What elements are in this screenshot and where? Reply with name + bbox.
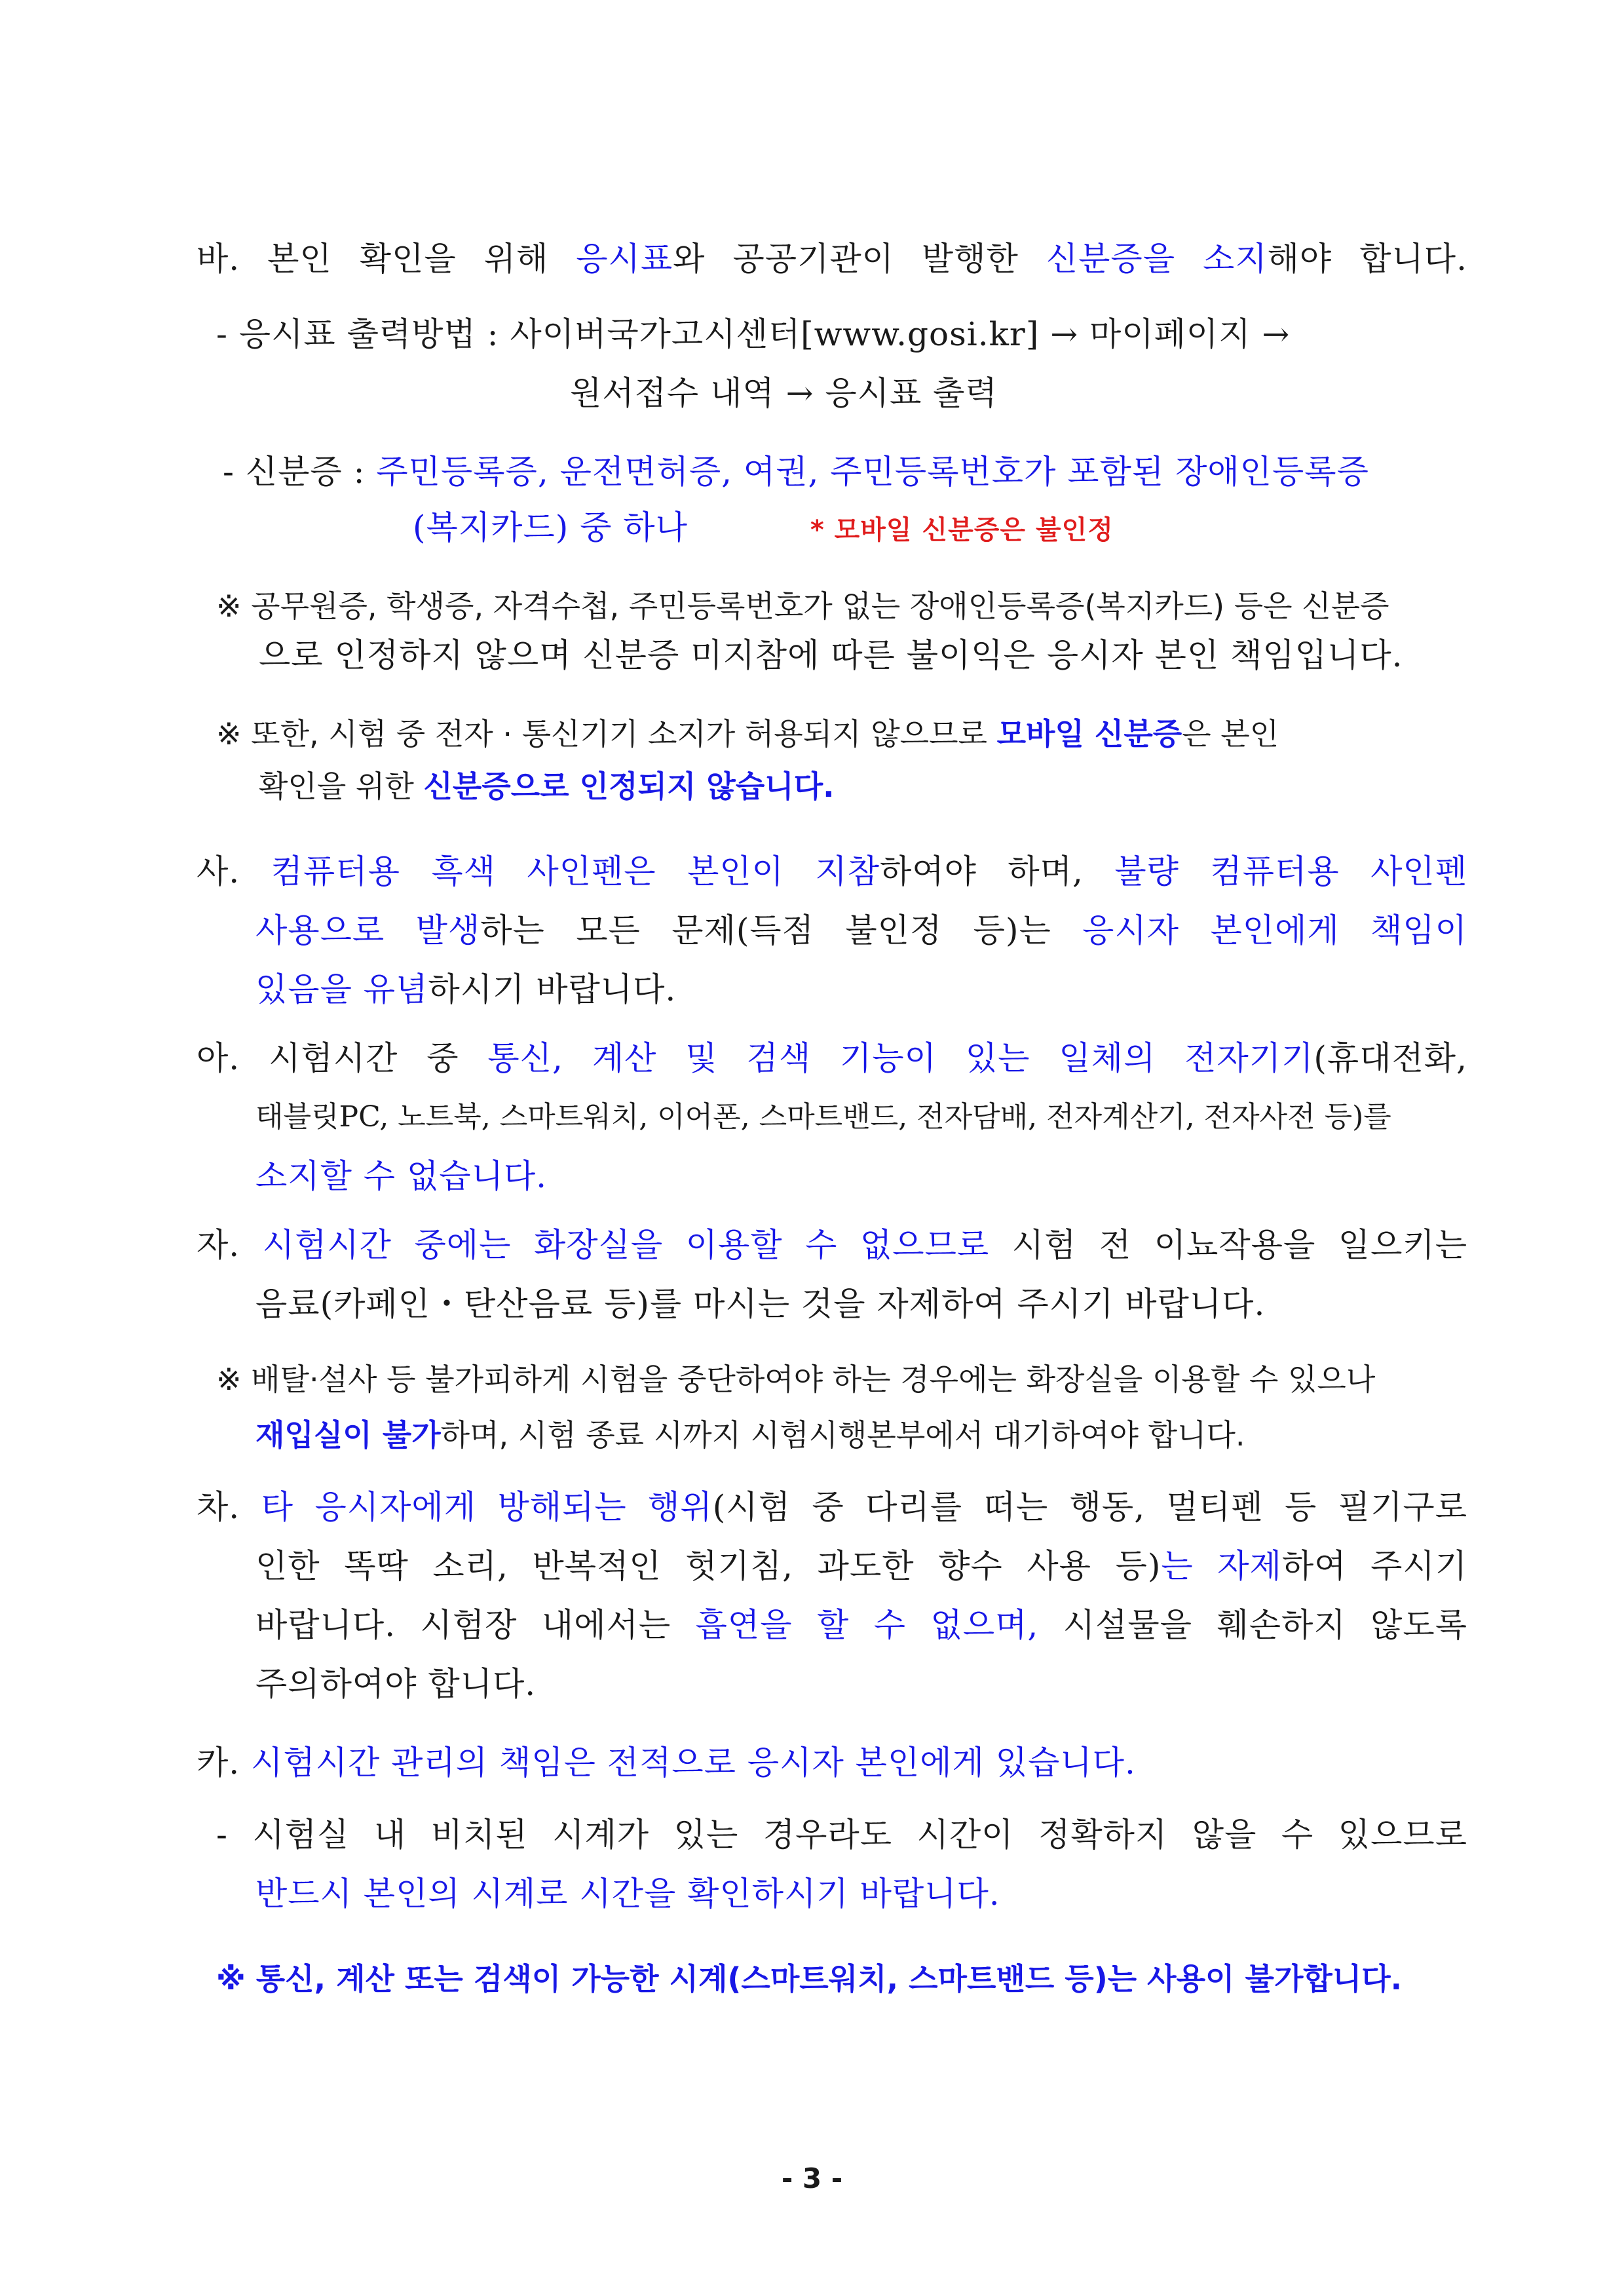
ba-note-1-line-1: ※ 공무원증, 학생증, 자격수첩, 주민등록번호가 없는 장애인등록증(복지카드) 등은 신분증 [216,588,1389,624]
section-a-line-3: 소지할 수 없습니다. [255,1157,548,1195]
ba-note-2-line-2: 확인을 위한 신분증으로 인정되지 않습니다. [259,769,835,804]
section-cha-line-3: 바랍니다. 시험장 내에서는 흡연을 할 수 없으며, 시설물을 훼손하지 않도록 [255,1606,1467,1644]
page-number: - 3 - [781,2162,843,2194]
section-a-line-1: 아. 시험시간 중 통신, 계산 및 검색 기능이 있는 일체의 전자기기(휴대전화, [197,1039,1467,1077]
ka-sub-line-2: 반드시 본인의 시계로 시간을 확인하시기 바랍니다. [255,1875,1000,1913]
section-ka-line-1: 카. 시험시간 관리의 책임은 전적으로 응시자 본인에게 있습니다. [197,1744,1136,1782]
section-cha-line-1: 차. 타 응시자에게 방해되는 행위(시험 중 다리를 떠는 행동, 멀티펜 등 필기구로 [197,1488,1467,1526]
ba-note-2-line-1: ※ 또한, 시험 중 전자 · 통신기기 소지가 허용되지 않으므로 모바일 신분증은 본인 [216,716,1279,752]
section-ja-line-2: 음료(카페인・탄산음료 등)를 마시는 것을 자제하여 주시기 바랍니다. [255,1285,1266,1323]
section-a-line-2: 태블릿PC, 노트북, 스마트워치, 이어폰, 스마트밴드, 전자담배, 전자계산기, 전자사전 등)를 [255,1100,1391,1134]
ja-note-line-2: 재입실이 불가하며, 시험 종료 시까지 시험시행본부에서 대기하여야 합니다. [255,1417,1245,1453]
mobile-id-not-accepted: * 모바일 신분증은 불인정 [810,515,1114,545]
section-cha-line-2: 인한 똑딱 소리, 반복적인 헛기침, 과도한 향수 사용 등)는 자제하여 주시기 [255,1547,1467,1585]
ka-note-smartwatch: ※ 통신, 계산 또는 검색이 가능한 시계(스마트워치, 스마트밴드 등)는 사용이 불가합니다. [216,1961,1403,1997]
id-card-types-2: (복지카드) 중 하나 * 모바일 신분증은 불인정 [413,508,1114,546]
section-cha-line-4: 주의하여야 합니다. [255,1665,537,1703]
ba-note-1-line-2: 으로 인정하지 않으며 신분증 미지참에 따른 불이익은 응시자 본인 책임입니다. [259,636,1403,674]
ka-sub-line-1: - 시험실 내 비치된 시계가 있는 경우라도 시간이 정확하지 않을 수 있으므로 [216,1816,1467,1854]
section-ja-line-1: 자. 시험시간 중에는 화장실을 이용할 수 없으므로 시험 전 이뇨작용을 일으키는 [197,1226,1467,1264]
section-sa-line-3: 있음을 유념하시기 바랍니다. [255,970,677,1008]
section-sa-line-2: 사용으로 발생하는 모든 문제(득점 불인정 등)는 응시자 본인에게 책임이 [255,911,1467,949]
ticket-print-method-2: 원서접수 내역 → 응시표 출력 [570,374,998,412]
section-ba-line-1: 바. 본인 확인을 위해 응시표와 공공기관이 발행한 신분증을 소지해야 합니다. [197,240,1468,278]
section-sa-line-1: 사. 컴퓨터용 흑색 사인펜은 본인이 지참하여야 하며, 불량 컴퓨터용 사인펜 [197,852,1467,890]
ja-note-line-1: ※ 배탈·설사 등 불가피하게 시험을 중단하여야 하는 경우에는 화장실을 이용할 수 있으나 [216,1362,1376,1397]
id-card-types-1: - 신분증 : 주민등록증, 운전면허증, 여권, 주민등록번호가 포함된 장애인등록증 [223,453,1369,491]
ticket-print-method-1: - 응시표 출력방법 : 사이버국가고시센터[www.gosi.kr] → 마이페이지 → [216,315,1291,353]
